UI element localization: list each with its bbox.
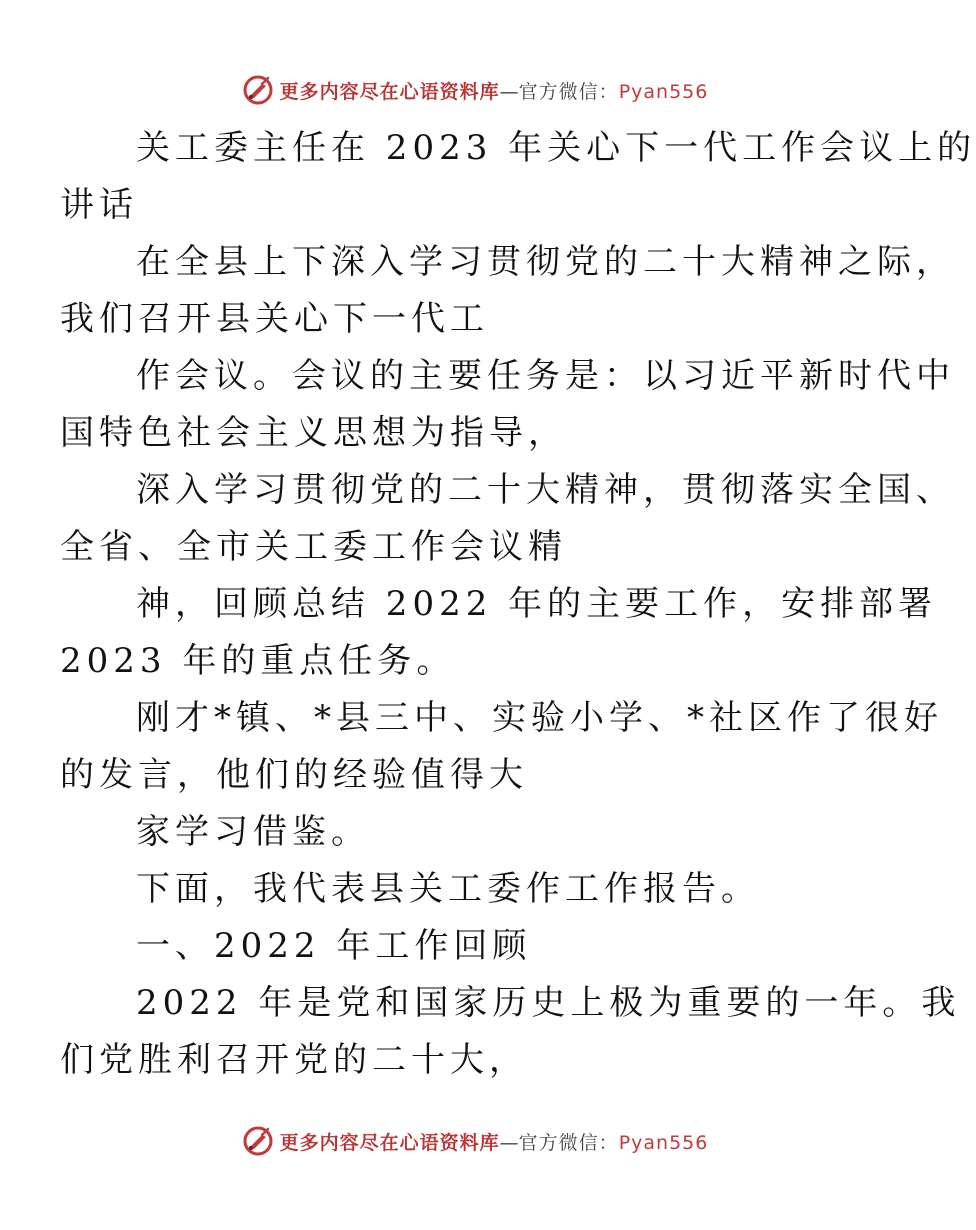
paragraph <box>60 576 938 690</box>
text-line: 讲话 <box>60 185 138 225</box>
text-line: 作会议。会议的主要任务是：以习近平新时代中 <box>136 356 955 396</box>
text-line: 下面，我代表县关工委作工作报告。 <box>136 869 760 909</box>
paragraph <box>98 804 858 861</box>
section-heading <box>98 918 858 975</box>
watermark-dash: — <box>499 1131 519 1154</box>
watermark-dash: — <box>499 80 519 103</box>
text-line: 我们召开县关心下一代工 <box>60 299 489 339</box>
paragraph <box>60 348 955 462</box>
watermark-text <box>280 1128 709 1155</box>
paragraph <box>98 861 858 918</box>
brush-logo-icon <box>242 1125 274 1157</box>
paragraph <box>60 975 961 1089</box>
text-line: 国特色社会主义思想为指导， <box>60 413 567 453</box>
text-line: 关工委主任在 2023 年关心下一代工作会议上的 <box>136 128 976 168</box>
watermark-brand: 更多内容尽在心语资料库 <box>279 80 500 103</box>
text-line: 2023 年的重点任务。 <box>60 641 456 681</box>
header-watermark <box>0 70 950 110</box>
watermark-wechat-id: Pyan556 <box>618 1131 709 1154</box>
brush-logo-icon <box>242 74 274 106</box>
watermark-text <box>280 77 709 104</box>
text-line: 在全县上下深入学习贯彻党的二十大精神之际， <box>136 242 955 282</box>
paragraph <box>60 462 955 576</box>
watermark-official-label: 官方微信： <box>518 1131 619 1154</box>
text-line: 家学习借鉴。 <box>136 812 370 852</box>
watermark-official-label: 官方微信： <box>518 80 619 103</box>
text-line: 们党胜利召开党的二十大， <box>60 1040 528 1080</box>
document-body <box>60 120 976 1089</box>
text-line: 神，回顾总结 2022 年的主要工作，安排部署 <box>136 584 938 624</box>
text-line: 全省、全市关工委工作会议精 <box>60 527 567 567</box>
text-line: 一、2022 年工作回顾 <box>136 926 532 966</box>
footer-watermark <box>0 1121 950 1161</box>
paragraph-title <box>60 120 976 234</box>
text-line: 2022 年是党和国家历史上极为重要的一年。我 <box>136 983 961 1023</box>
text-line: 刚才*镇、*县三中、实验小学、*社区作了很好 <box>136 698 943 738</box>
watermark-brand: 更多内容尽在心语资料库 <box>279 1131 500 1154</box>
watermark-wechat-id: Pyan556 <box>618 80 709 103</box>
text-line: 深入学习贯彻党的二十大精神，贯彻落实全国、 <box>136 470 955 510</box>
paragraph <box>60 234 955 348</box>
paragraph <box>60 690 943 804</box>
text-line: 的发言，他们的经验值得大 <box>60 755 528 795</box>
